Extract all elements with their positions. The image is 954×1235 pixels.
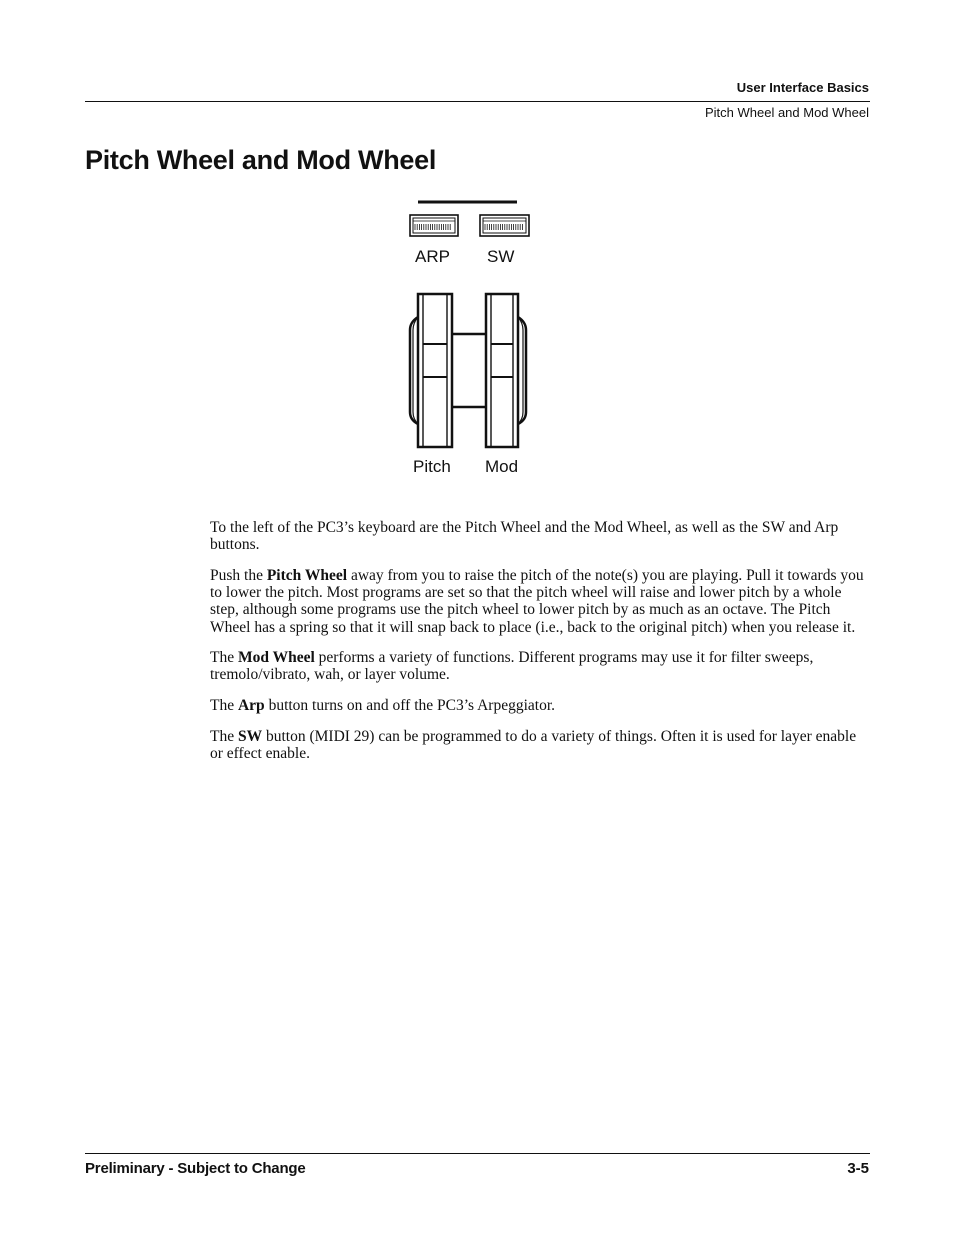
body-paragraph [210,728,870,762]
mod-label: Mod [485,457,519,476]
text-run: To the left of the PC3’s keyboard are the Pitch Wheel and the Mod Wheel, as well as the SW and Arp buttons. [210,519,839,554]
body-text [210,519,870,776]
footer-rule [85,1153,870,1154]
body-paragraph [210,519,870,553]
arp-button-graphic [410,215,458,236]
text-run: button turns on and off the PC3’s Arpeggiator. [264,697,556,715]
bold-term: Pitch Wheel [266,566,348,584]
header-rule [85,101,870,102]
body-paragraph [210,697,870,714]
footer-notice: Preliminary - Subject to Change [85,1160,306,1177]
arp-label: ARP [415,247,450,266]
text-run: Push the [210,566,267,584]
text-run: away from you to raise the pitch of the note(s) you are playing. Pull it towards you to lower the pitch. Most programs are set so that the pitch wheel will raise and lower pitch by a whole step, although some programs use the pitch wheel to lower pitch by as much as an octave. The Pitch Wheel has a spring so that it will snap back to place (i.e., back to the original pitch) when you release it. [210,566,864,636]
text-run: The [210,697,238,715]
pitch-label: Pitch [413,457,451,476]
header-subsection-title: Pitch Wheel and Mod Wheel [704,105,869,120]
text-run: performs a variety of functions. Different programs may use it for filter sweeps, tremolo/vibrato, wah, or layer volume. [210,649,814,684]
header-section-title: User Interface Basics [736,80,869,95]
wheel-panel-illustration [0,0,954,500]
mod-wheel-graphic [486,294,526,447]
bold-term: Arp [237,697,265,715]
body-paragraph [210,567,870,636]
body-paragraph [210,649,870,683]
sw-button-graphic [480,215,529,236]
page-number: 3-5 [847,1160,869,1177]
pitch-wheel-graphic [410,294,452,447]
page-title: Pitch Wheel and Mod Wheel [85,145,437,175]
text-run: The [210,727,238,745]
bold-term: SW [237,727,263,745]
pitch-mod-wheel-diagram [0,0,954,500]
text-run: The [210,649,238,667]
sw-label: SW [487,247,515,266]
text-run: button (MIDI 29) can be programmed to do a variety of things. Often it is used for layer enable or effect enable. [210,727,857,763]
bold-term: Mod Wheel [237,649,315,667]
